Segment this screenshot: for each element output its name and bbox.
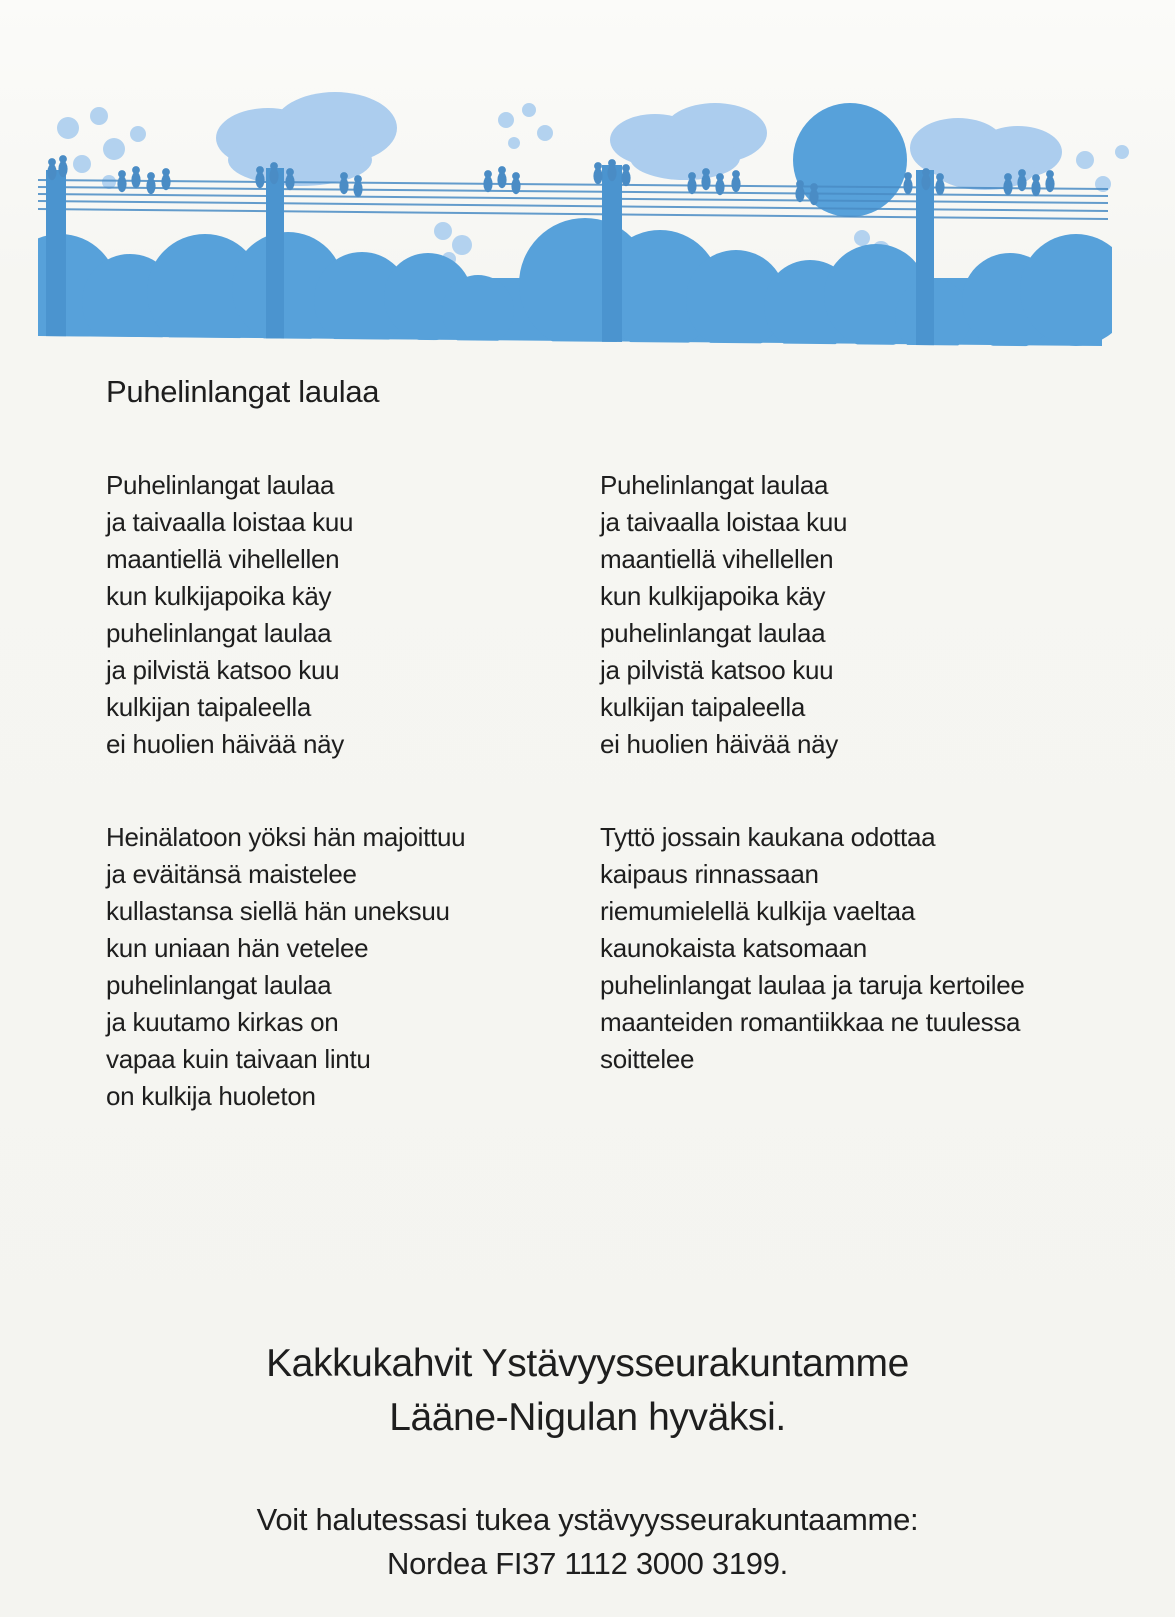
lyrics-column-2	[600, 467, 1165, 1078]
telephone-pole	[266, 168, 284, 345]
footer-heading-line-2: Lääne-Nigulan hyväksi.	[389, 1396, 786, 1439]
footer-heading-line-1: Kakkukahvit Ystävyysseurakuntamme	[266, 1342, 909, 1385]
lyric-line: ei huolien häivää näy	[106, 729, 344, 759]
stanza-2	[600, 819, 1165, 1078]
lyric-line: ja kuutamo kirkas on	[106, 1007, 339, 1037]
lyric-line: kaunokaista katsomaan	[600, 933, 867, 963]
lyric-line: Tyttö jossain kaukana odottaa	[600, 822, 936, 852]
lyric-line: on kulkija huoleton	[106, 1081, 316, 1111]
lyric-line: maanteiden romantiikkaa ne tuulessa	[600, 1007, 1021, 1037]
lyric-line: soittelee	[600, 1044, 695, 1074]
telephone-pole	[602, 165, 622, 347]
lyric-line: kaipaus rinnassaan	[600, 859, 819, 889]
dots-cluster-right-edge	[1076, 145, 1129, 192]
lyric-line: kulkijan taipaleella	[106, 692, 312, 722]
page-title: Puhelinlangat laulaa	[106, 374, 380, 409]
lyric-line: ja pilvistä katsoo kuu	[600, 655, 834, 685]
footer-note-line-2: Nordea FI37 1112 3000 3199.	[387, 1546, 788, 1581]
lyric-line: kulkijan taipaleella	[600, 692, 806, 722]
telephone-wires	[38, 180, 1108, 219]
stanza-1	[106, 467, 586, 763]
stanza-2	[106, 819, 586, 1115]
lyric-line: riemumielellä kulkija vaeltaa	[600, 896, 915, 926]
lyric-line: ei huolien häivää näy	[600, 729, 838, 759]
telephone-pole	[916, 170, 934, 346]
lyric-line: Puhelinlangat laulaa	[106, 470, 335, 500]
lyric-line: kullastansa siellä hän uneksuu	[106, 896, 450, 926]
lyric-line: kun uniaan hän vetelee	[106, 933, 369, 963]
telephone-wires-illustration	[0, 0, 1175, 360]
footer-note-line-1: Voit halutessasi tukea ystävyysseurakuntaamme:	[256, 1502, 919, 1537]
stanza-1	[600, 467, 1165, 763]
dots-cluster-middle	[498, 103, 553, 149]
lyric-line: puhelinlangat laulaa	[600, 618, 826, 648]
lyric-line: maantiellä vihellellen	[106, 544, 340, 574]
lyrics-column-1	[106, 467, 586, 1115]
footer-note	[0, 1498, 1175, 1586]
lyric-line: ja eväitänsä maistelee	[106, 859, 357, 889]
lyric-line: kun kulkijapoika käy	[600, 581, 826, 611]
cloud-middle	[610, 103, 767, 180]
cloud-left	[216, 92, 397, 186]
lyric-line: ja taivaalla loistaa kuu	[106, 507, 354, 537]
lyric-line: maantiellä vihellellen	[600, 544, 834, 574]
lyric-line: puhelinlangat laulaa	[106, 970, 332, 1000]
bushes	[2, 218, 1132, 355]
lyric-line: ja pilvistä katsoo kuu	[106, 655, 340, 685]
footer-heading	[0, 1337, 1175, 1445]
lyric-line: Heinälatoon yöksi hän majoittuu	[106, 822, 466, 852]
lyric-line: puhelinlangat laulaa	[106, 618, 332, 648]
lyric-line: Puhelinlangat laulaa	[600, 470, 829, 500]
lyric-line: puhelinlangat laulaa ja taruja kertoilee	[600, 970, 1025, 1000]
lyric-line: kun kulkijapoika käy	[106, 581, 332, 611]
lyric-line: ja taivaalla loistaa kuu	[600, 507, 848, 537]
telephone-pole	[46, 170, 66, 345]
lyric-line: vapaa kuin taivaan lintu	[106, 1044, 371, 1074]
